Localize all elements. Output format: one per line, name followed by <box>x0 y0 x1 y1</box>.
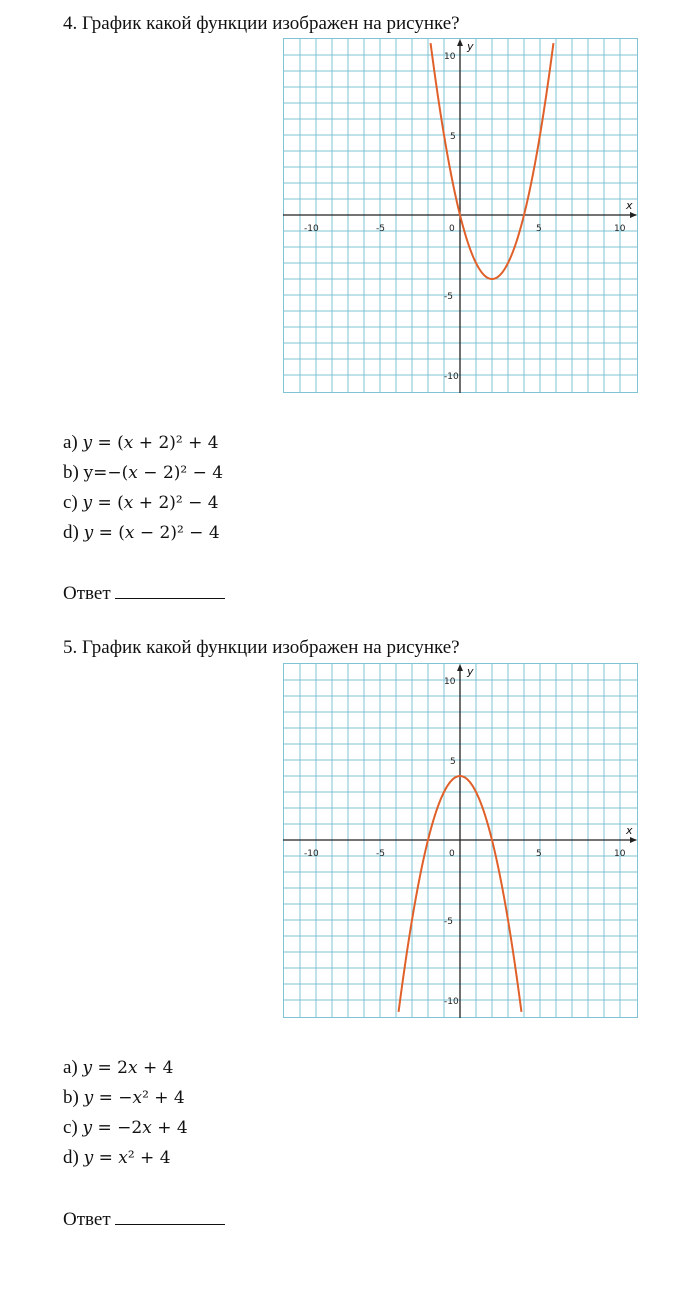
function-graph <box>283 663 638 1018</box>
y-tick-label: 10 <box>444 677 456 687</box>
answer-label: Ответ <box>63 1209 111 1230</box>
option-formula: 𝑦 = 2𝑥 + 4 <box>82 1058 174 1078</box>
option-b[interactable] <box>63 458 223 488</box>
option-letter: a) <box>63 1057 78 1078</box>
function-graph <box>283 38 638 393</box>
option-letter: b) <box>63 462 79 483</box>
x-tick-label: 5 <box>536 224 542 234</box>
option-formula: 𝑦 = (𝑥 − 2)² − 4 <box>83 523 220 543</box>
answer-blank[interactable] <box>115 1208 225 1225</box>
question-title: 5. График какой функции изображен на рисунке? <box>63 637 460 658</box>
answer-label: Ответ <box>63 583 111 604</box>
x-tick-label: -10 <box>304 224 319 234</box>
y-axis-label: y <box>467 40 474 53</box>
answer-blank[interactable] <box>115 582 225 599</box>
x-tick-label: -10 <box>304 849 319 859</box>
y-tick-label: 5 <box>450 132 456 142</box>
graph-svg <box>283 663 638 1018</box>
graph-svg <box>283 38 638 393</box>
x-tick-label: 5 <box>536 849 542 859</box>
x-tick-label: 10 <box>614 849 626 859</box>
answer-options <box>63 1053 188 1173</box>
option-letter: d) <box>63 522 79 543</box>
option-letter: a) <box>63 432 78 453</box>
x-tick-label: -5 <box>376 849 385 859</box>
x-axis-label: x <box>626 824 633 837</box>
option-formula: 𝑦 = −2𝑥 + 4 <box>82 1118 188 1138</box>
answer-field[interactable] <box>63 582 225 605</box>
option-c[interactable] <box>63 488 223 518</box>
option-a[interactable] <box>63 1053 188 1083</box>
y-tick-label: -10 <box>444 997 459 1007</box>
x-tick-label: 0 <box>449 849 455 859</box>
option-a[interactable] <box>63 428 223 458</box>
question-title: 4. График какой функции изображен на рисунке? <box>63 13 460 34</box>
option-d[interactable] <box>63 518 223 548</box>
x-tick-label: 10 <box>614 224 626 234</box>
option-formula: y=−(𝑥 − 2)² − 4 <box>83 463 224 483</box>
option-d[interactable] <box>63 1143 188 1173</box>
option-formula: 𝑦 = (𝑥 + 2)² − 4 <box>82 493 219 513</box>
y-tick-label: 10 <box>444 52 456 62</box>
option-b[interactable] <box>63 1083 188 1113</box>
option-formula: 𝑦 = (𝑥 + 2)² + 4 <box>82 433 219 453</box>
x-tick-label: -5 <box>376 224 385 234</box>
answer-options <box>63 428 223 548</box>
option-letter: c) <box>63 492 78 513</box>
option-letter: d) <box>63 1147 79 1168</box>
option-formula: 𝑦 = −𝑥² + 4 <box>83 1088 185 1108</box>
option-c[interactable] <box>63 1113 188 1143</box>
x-tick-label: 0 <box>449 224 455 234</box>
y-axis-label: y <box>467 665 474 678</box>
y-tick-label: -5 <box>444 917 453 927</box>
y-tick-label: 5 <box>450 757 456 767</box>
option-formula: 𝑦 = 𝑥² + 4 <box>83 1148 171 1168</box>
answer-field[interactable] <box>63 1208 225 1231</box>
option-letter: c) <box>63 1117 78 1138</box>
option-letter: b) <box>63 1087 79 1108</box>
y-tick-label: -5 <box>444 292 453 302</box>
x-axis-label: x <box>626 199 633 212</box>
y-tick-label: -10 <box>444 372 459 382</box>
